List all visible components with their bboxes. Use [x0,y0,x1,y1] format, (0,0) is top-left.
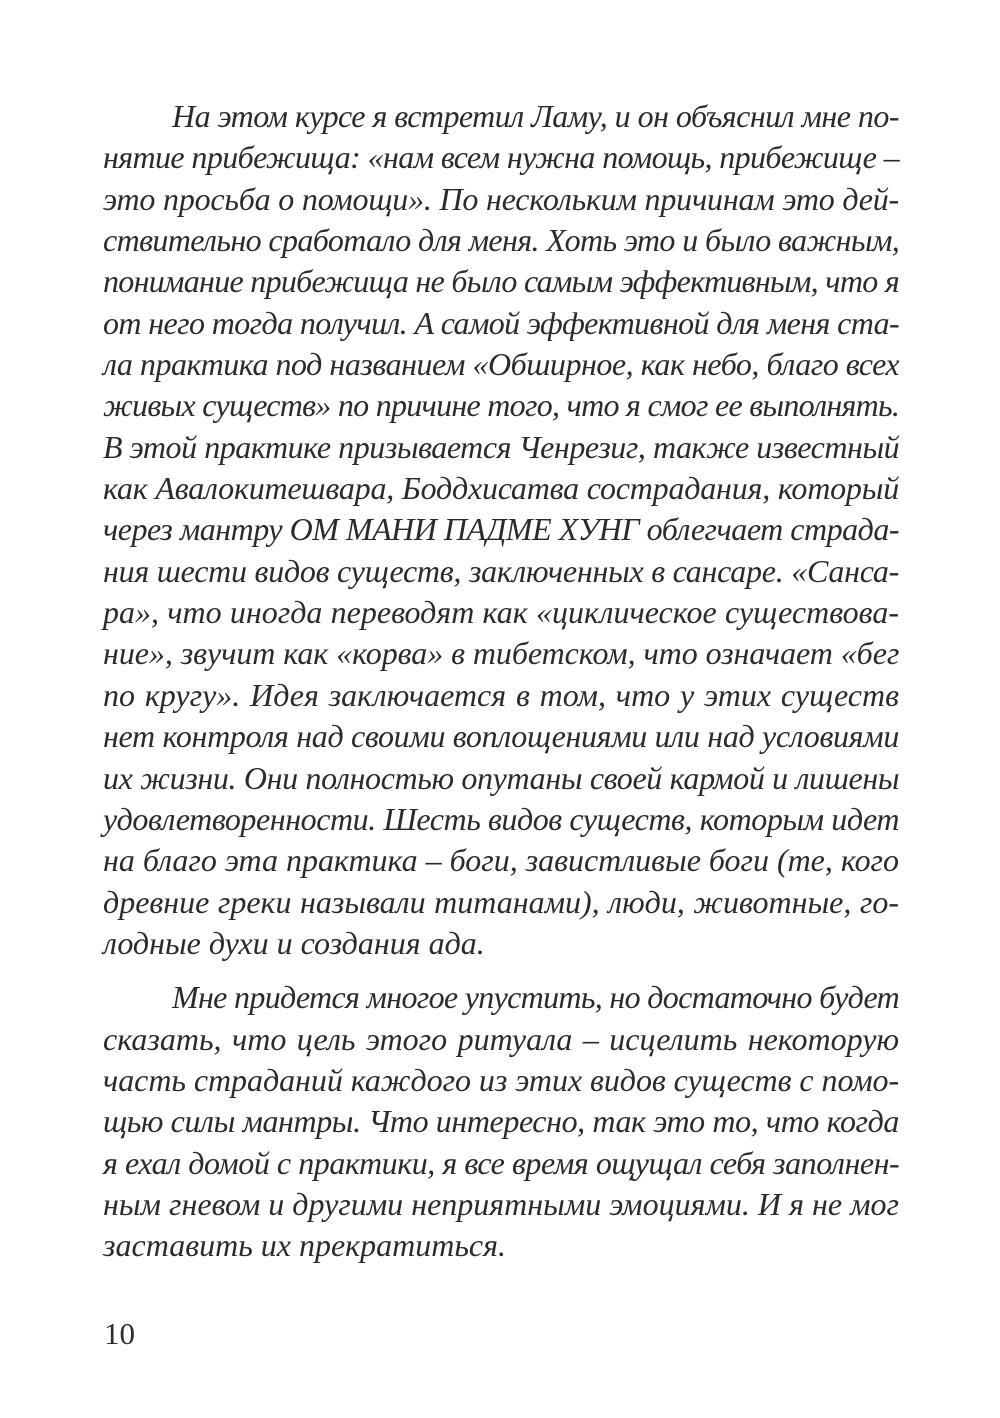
text-line: нятие прибежища: «нам всем нужна помощь, прибежище – [103,139,899,176]
text-line: это просьба о помощи». По нескольким причинам это дей- [103,180,899,217]
text-line: В этой практике призывается Ченрезиг, также известный [103,428,900,465]
text-line: от него тогда получил. А самой эффективной для меня ста- [103,304,899,341]
text-line: ние», звучит как «корва» в тибетском, что означает «бег [103,635,900,672]
text-line: нет контроля над своими воплощениями или над условиями [103,718,899,755]
text-line: часть страданий каждого из этих видов существ с помо- [103,1061,900,1098]
text-line: на благо эта практика – боги, завистливые боги (те, кого [103,842,899,879]
paragraph-1 [103,96,899,964]
text-line: заставить их прекратиться. [103,1227,506,1264]
text-line: удовлетворенности. Шесть видов существ, которым идет [103,800,899,837]
text-line: через мантру ОМ МАНИ ПАДМЕ ХУНГ облегчает страда- [103,511,899,548]
text-line: я ехал домой с практики, я все время ощущал себя заполнен- [103,1144,900,1181]
text-line: сказать, что цель этого ритуала – исцелить некоторую [103,1020,899,1057]
body-text [103,96,899,1267]
text-line: ным гневом и другими неприятными эмоциями. И я не мог [103,1185,899,1222]
text-line: ствительно сработало для меня. Хоть это и было важным, [103,222,900,259]
text-line: как Авалокитешвара, Боддхисатва сострадания, который [103,470,899,507]
paragraph-2 [103,977,899,1266]
text-line: понимание прибежища не было самым эффективным, что я [103,263,899,300]
text-line: живых существ» по причине того, что я смог ее выполнять. [103,387,900,424]
text-line: древние греки называли титанами), люди, животные, го- [103,883,899,920]
text-line: Мне придется многое упустить, но достаточно будет [172,979,899,1016]
text-line: ла практика под названием «Обширное, как небо, благо всех [103,346,900,383]
text-line: ния шести видов существ, заключенных в сансаре. «Санса- [103,552,899,589]
page-number: 10 [104,1316,135,1351]
text-line: лодные духи и создания ада. [103,924,485,961]
text-line: по кругу». Идея заключается в том, что у этих существ [103,676,899,713]
text-line: На этом курсе я встретил Ламу, и он объяснил мне по- [172,98,899,134]
text-line: щью силы мантры. Что интересно, так это то, что когда [103,1103,899,1140]
text-line: их жизни. Они полностью опутаны своей кармой и лишены [103,759,900,796]
text-line: ра», что иногда переводят как «циклическое существова- [103,594,899,631]
